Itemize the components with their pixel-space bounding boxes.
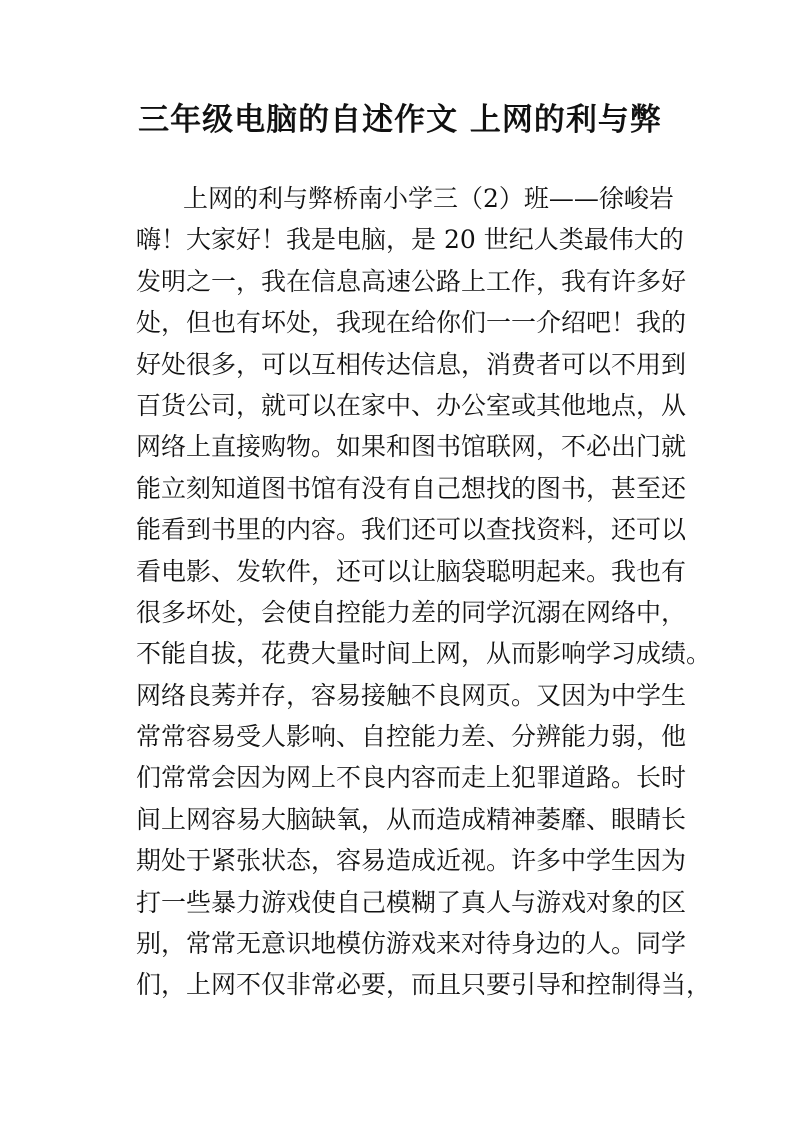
text-line: 能看到书里的内容。我们还可以查找资料，还可以 xyxy=(136,515,687,545)
text-line: 们，上网不仅非常必要，而且只要引导和控制得当， xyxy=(136,970,712,1000)
text-line: 网络上直接购物。如果和图书馆联网，不必出门就 xyxy=(136,432,687,462)
document-title: 三年级电脑的自述作文 上网的利与弊 xyxy=(138,102,662,138)
text-line: 很多坏处，会使自控能力差的同学沉溺在网络中， xyxy=(136,597,687,627)
text-line: 间上网容易大脑缺氧，从而造成精神萎靡、眼睛长 xyxy=(136,804,687,834)
text-line: 好处很多，可以互相传达信息，消费者可以不用到 xyxy=(136,349,687,379)
text-line: 上网的利与弊桥南小学三（2）班——徐峻岩 xyxy=(183,184,674,213)
text-line: 能立刻知道图书馆有没有自己想找的图书，甚至还 xyxy=(136,473,687,503)
text-line: 网络良莠并存，容易接触不良网页。又因为中学生 xyxy=(136,680,687,710)
text-line: 发明之一，我在信息高速公路上工作，我有许多好 xyxy=(136,266,687,296)
text-line: 们常常会因为网上不良内容而走上犯罪道路。长时 xyxy=(136,763,687,793)
body-paragraph xyxy=(136,178,712,1006)
text-line: 期处于紧张状态，容易造成近视。许多中学生因为 xyxy=(136,846,687,876)
text-line: 嗨！大家好！我是电脑，是 20 世纪人类最伟大的 xyxy=(136,225,684,255)
text-line: 百货公司，就可以在家中、办公室或其他地点，从 xyxy=(136,390,687,420)
text-line: 看电影、发软件，还可以让脑袋聪明起来。我也有 xyxy=(136,556,687,586)
text-line: 处，但也有坏处，我现在给你们一一介绍吧！我的 xyxy=(136,308,687,338)
text-line: 别，常常无意识地模仿游戏来对待身边的人。同学 xyxy=(136,929,687,959)
text-line: 不能自拔，花费大量时间上网，从而影响学习成绩。 xyxy=(136,639,712,669)
text-line: 常常容易受人影响、自控能力差、分辨能力弱，他 xyxy=(136,722,687,752)
text-line: 打一些暴力游戏使自己模糊了真人与游戏对象的区 xyxy=(136,887,687,917)
